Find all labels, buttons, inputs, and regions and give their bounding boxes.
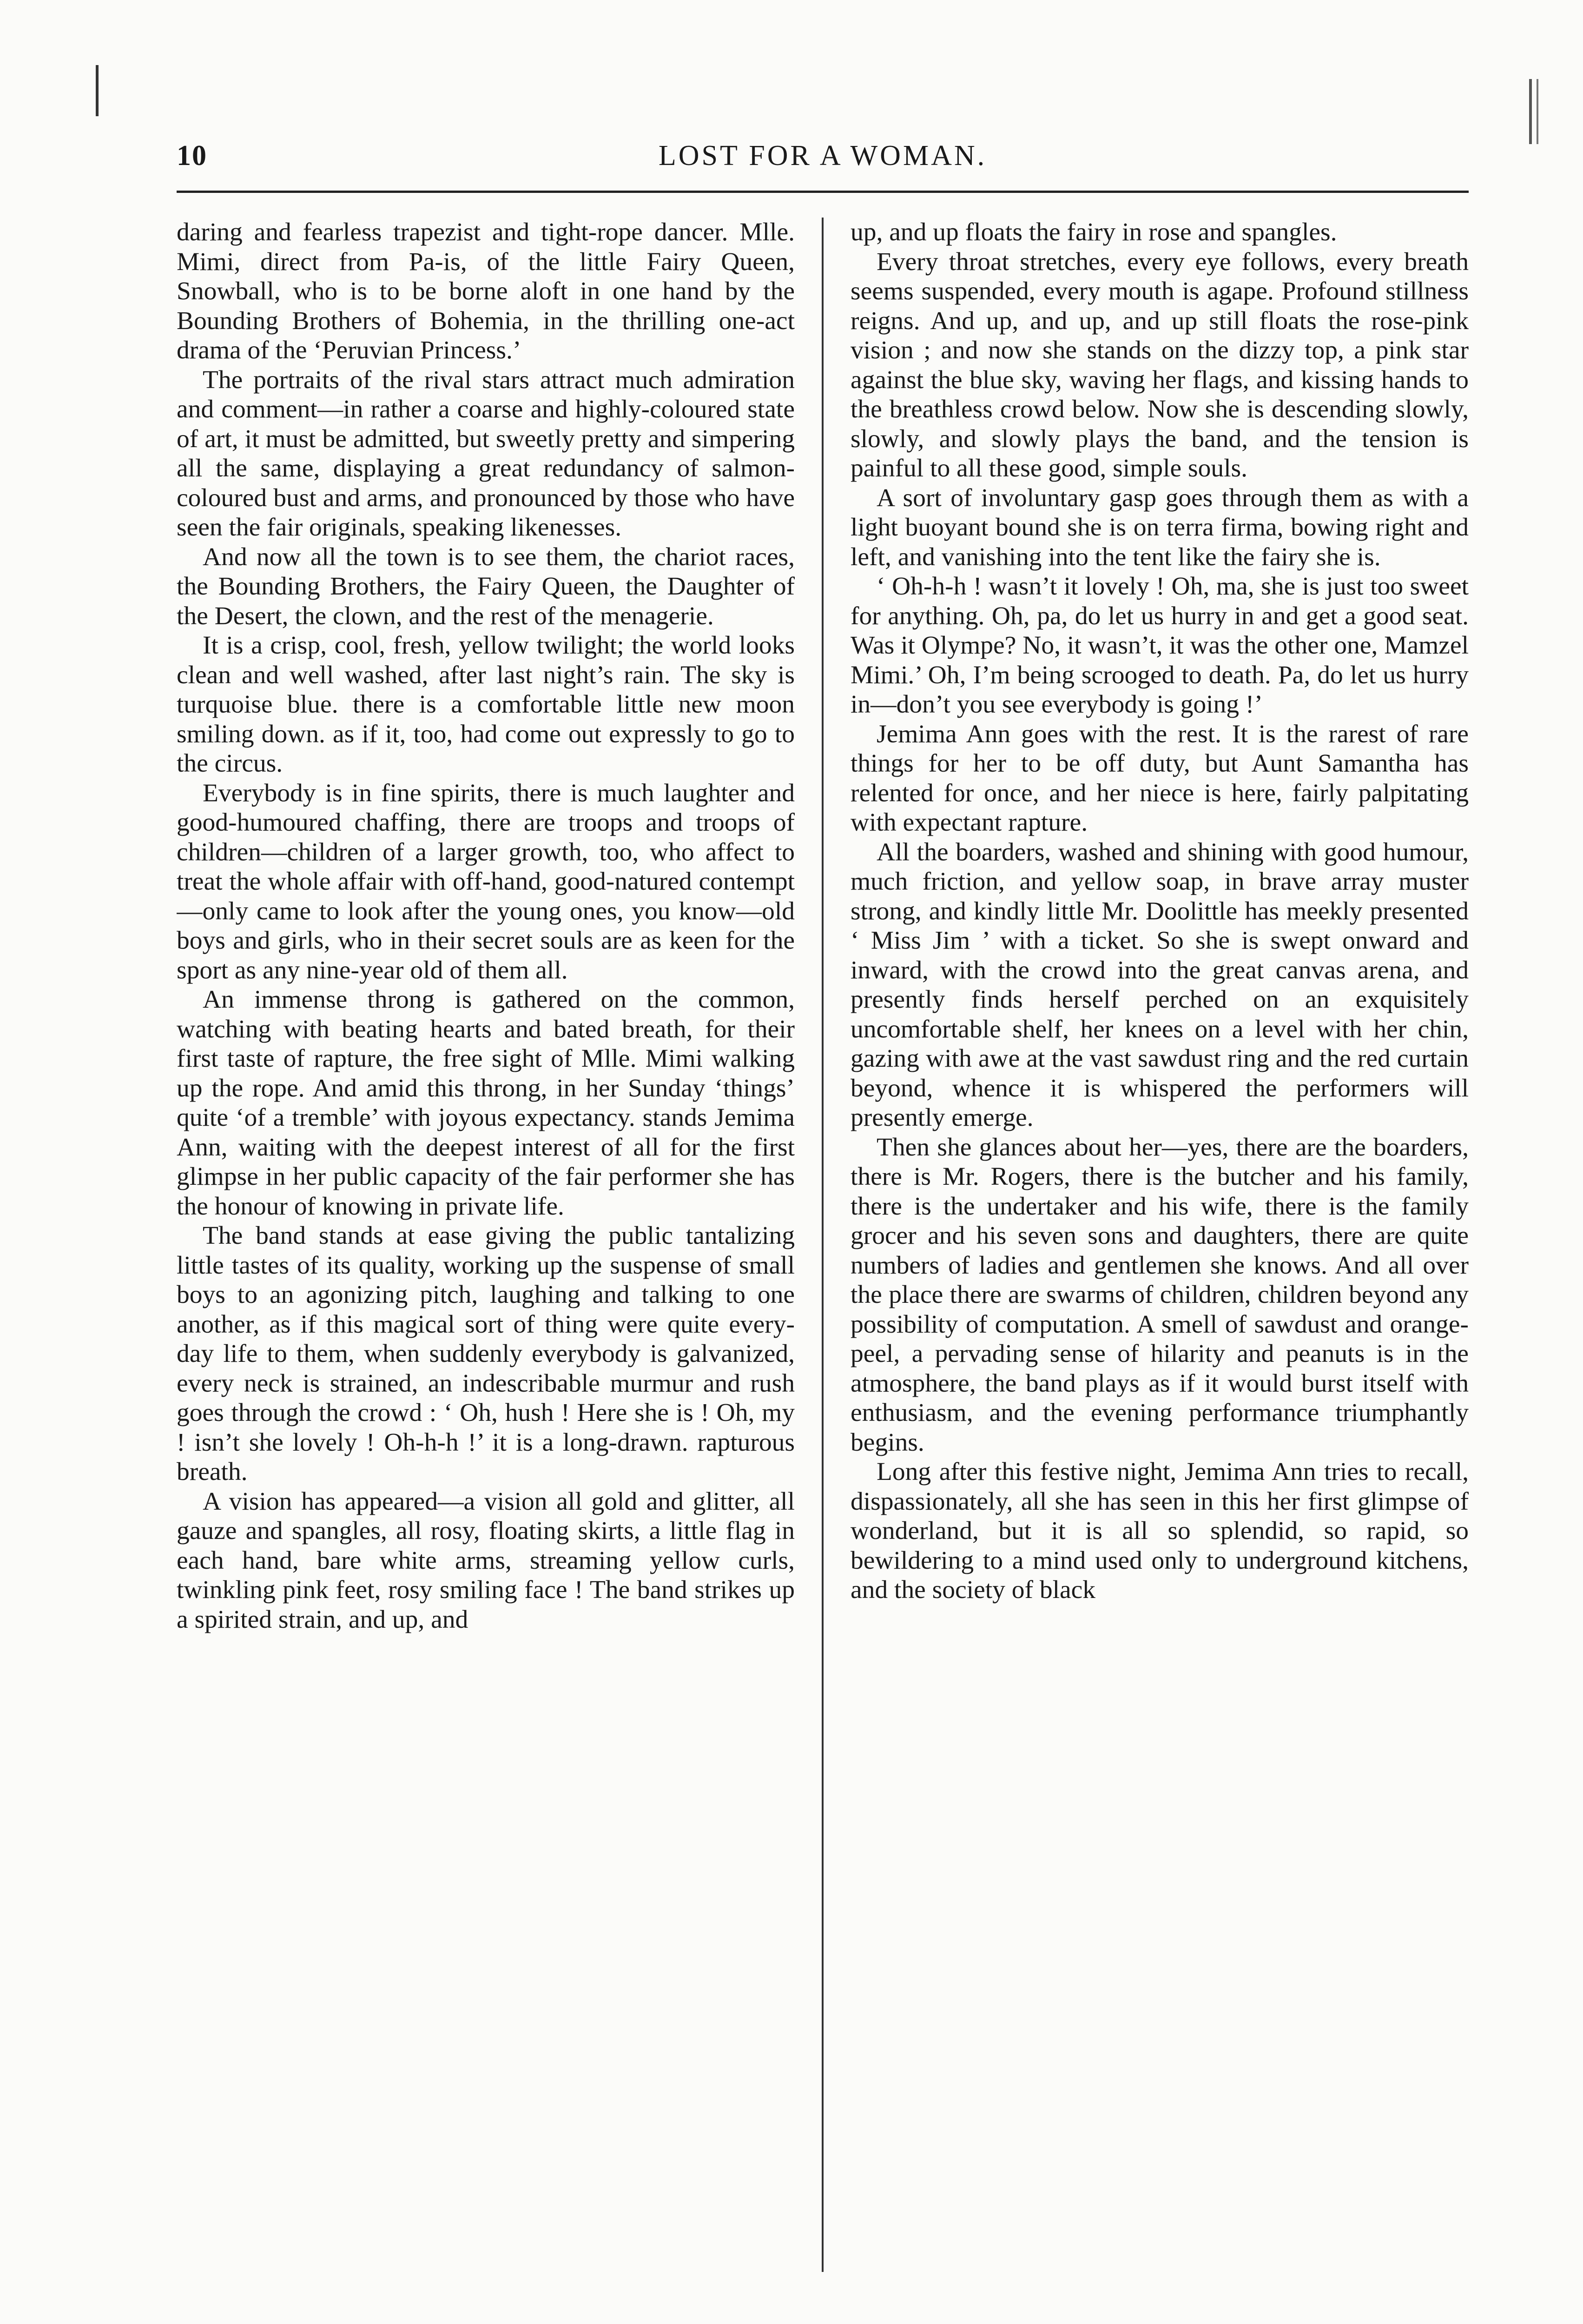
paragraph: up, and up floats the fairy in rose and spangles. — [851, 218, 1337, 246]
paragraph: It is a crisp, cool, fresh, yellow twilight; the world looks clean and well washed, after last night’s rain. The sky is turquoise blue. there is a comfortable little new moon smiling down. as if it, too, had come out expressly to go to the circus. — [177, 631, 795, 778]
paragraph: A sort of involuntary gasp goes through them as with a light buoyant bound she is on terra firma, bowing right and left, and vanishing into the tent like the fairy she is. — [851, 483, 1469, 571]
scan-edge-mark — [1537, 79, 1538, 144]
scan-edge-mark — [96, 65, 99, 116]
left-column — [177, 218, 795, 2272]
paragraph: The band stands at ease giving the public tantalizing little tastes of its quality, working up the suspense of small boys to an agonizing pitch, laughing and talking to one another, as if this magical sort of thing were quite every-day life to them, when suddenly everybody is galvanized, every neck is strained, an indescribable murmur and rush goes through the crowd : ‘ Oh, hush ! Here she is ! Oh, my ! isn’t she lovely ! Oh-h-h !’ it is a long-drawn. rapturous breath. — [177, 1221, 795, 1486]
paragraph: Everybody is in fine spirits, there is much laughter and good-humoured chaffing, there are troops and troops of children—children of a larger growth, too, who affect to treat the whole affair with off-hand, good-natured contempt—only came to look after the young ones, you know—old boys and girls, who in their secret souls are as keen for the sport as any nine-year old of them all. — [177, 779, 795, 984]
text-columns — [177, 218, 1469, 2272]
paragraph: A vision has appeared—a vision all gold and glitter, all gauze and spangles, all rosy, floating skirts, a little flag in each hand, bare white arms, streaming yellow curls, twinkling pink feet, rosy smiling face ! The band strikes up a spirited strain, and up, and — [177, 1487, 795, 1634]
paragraph: Every throat stretches, every eye follows, every breath seems suspended, every mouth is agape. Profound stillness reigns. And up, and up, and up still floats the rose-pink vision ; and now she stands on the dizzy top, a pink star against the blue sky, waving her flags, and kissing hands to the breathless crowd below. Now she is descending slowly, slowly, and slowly plays the band, and the tension is painful to all these good, simple souls. — [851, 247, 1469, 482]
scan-edge-mark — [1529, 79, 1532, 144]
paragraph: ‘ Oh-h-h ! wasn’t it lovely ! Oh, ma, she is just too sweet for anything. Oh, pa, do let us hurry in and get a good seat. Was it Olympe? No, it wasn’t, it was the other one, Mamzel Mimi.’ Oh, I’m being scrooged to death. Pa, do let us hurry in—don’t you see everybody is going !’ — [851, 572, 1469, 719]
running-header — [177, 130, 1469, 186]
paragraph: daring and fearless trapezist and tight-rope dancer. Mlle. Mimi, direct from Pa-is, of the little Fairy Queen, Snowball, who is to be borne aloft in one hand by the Bounding Brothers of Bohemia, in the thrilling one-act drama of the ‘Peruvian Princess.’ — [177, 218, 795, 364]
paragraph: Then she glances about her—yes, there are the boarders, there is Mr. Rogers, there is the butcher and his family, there is the undertaker and his wife, there is the family grocer and his seven sons and daughters, there are quite numbers of ladies and gentlemen she knows. And all over the place there are swarms of children, children beyond any possibility of computation. A smell of sawdust and orange-peel, a pervading sense of hilarity and peanuts is in the atmosphere, the band plays as if it would burst itself with enthusiasm, and the evening performance triumphantly begins. — [851, 1133, 1469, 1457]
page-number: 10 — [177, 140, 207, 172]
paragraph: The portraits of the rival stars attract much admiration and comment—in rather a coarse and highly-coloured state of art, it must be admitted, but sweetly pretty and simpering all the same, displaying a great redundancy of salmon-coloured bust and arms, and pronounced by those who have seen the fair originals, speaking likenesses. — [177, 365, 795, 541]
header-rule — [177, 191, 1469, 193]
paragraph: Long after this festive night, Jemima Ann tries to recall, dispassionately, all she has seen in this her first glimpse of wonderland, but it is all so splendid, so rapid, so bewildering to a mind used only to underground kitchens, and the society of black — [851, 1458, 1469, 1604]
paragraph: All the boarders, washed and shining with good humour, much friction, and yellow soap, in brave array muster strong, and kindly little Mr. Doolittle has meekly presented ‘ Miss Jim ’ with a ticket. So she is swept onward and inward, with the crowd into the great canvas arena, and presently finds herself perched on an exquisitely uncomfortable shelf, her knees on a level with her chin, gazing with awe at the vast sawdust ring and the red curtain beyond, whence it is whispered the performers will presently emerge. — [851, 838, 1469, 1132]
paragraph: And now all the town is to see them, the chariot races, the Bounding Brothers, the Fairy Queen, the Daughter of the Desert, the clown, and the rest of the menagerie. — [177, 542, 795, 630]
running-title: LOST FOR A WOMAN. — [658, 140, 987, 172]
right-column — [851, 218, 1469, 2272]
paragraph: An immense throng is gathered on the common, watching with beating hearts and bated breath, for their first taste of rapture, the free sight of Mlle. Mimi walking up the rope. And amid this throng, in her Sunday ‘things’ quite ‘of a tremble’ with joyous expectancy. stands Jemima Ann, waiting with the deepest interest of all for the first glimpse in her public capacity of the fair performer she has the honour of knowing in private life. — [177, 985, 795, 1221]
column-divider — [822, 218, 824, 2272]
paragraph: Jemima Ann goes with the rest. It is the rarest of rare things for her to be off duty, but Aunt Samantha has relented for once, and her niece is here, fairly palpitating with expectant rapture. — [851, 720, 1469, 837]
